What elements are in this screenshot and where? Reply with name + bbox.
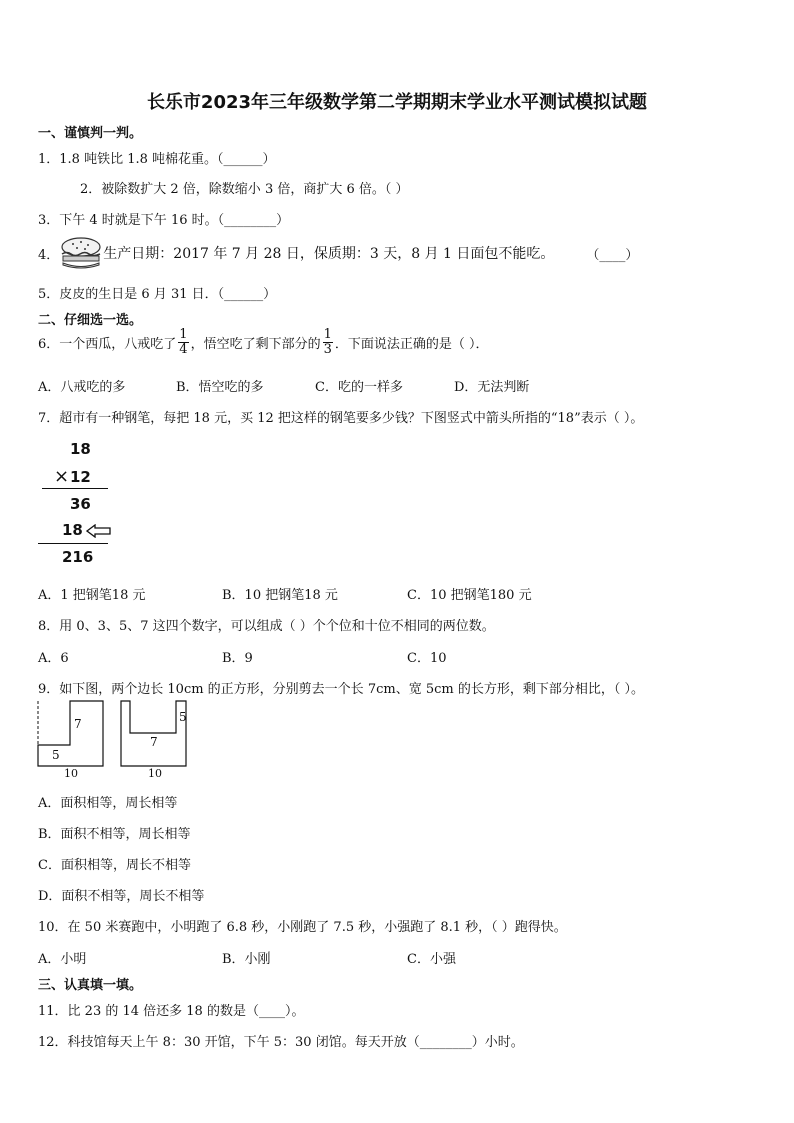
calc-multiplicand: 18 — [70, 440, 91, 458]
question-6 — [38, 328, 489, 357]
question-2: 2．被除数扩大 2 倍，除数缩小 3 倍，商扩大 6 倍。（ ） — [80, 182, 409, 197]
fraction-one-quarter: $\frac{1}{4}$ — [179, 327, 188, 357]
question-1: 1．1.8 吨铁比 1.8 吨棉花重。（______） — [38, 152, 276, 167]
question-11: 11．比 23 的 14 倍还多 18 的数是（____）。 — [38, 1004, 305, 1019]
calc-multiplier: 12 — [70, 468, 91, 486]
times-sign: × — [54, 466, 70, 487]
question-5: 5．皮皮的生日是 6 月 31 日．（______） — [38, 287, 277, 302]
q6-option-b[interactable]: B．悟空吃的多 — [176, 380, 264, 395]
fig1-label-7: 7 — [74, 717, 82, 731]
q10-option-b[interactable]: B．小刚 — [222, 952, 271, 967]
calc-line-2 — [38, 543, 108, 544]
question-4 — [38, 236, 638, 270]
q8-option-b[interactable]: B．9 — [222, 651, 253, 666]
question-3: 3．下午 4 时就是下午 16 时。（________） — [38, 213, 290, 228]
section-2-heading: 二、仔细选一选。 — [38, 313, 143, 328]
question-8: 8．用 0、3、5、7 这四个数字，可以组成（ ）个个位和十位不相同的两位数。 — [38, 619, 495, 634]
q8-option-a[interactable]: A．6 — [38, 651, 69, 666]
section-3-heading: 三、认真填一填。 — [38, 978, 143, 993]
q6-option-a[interactable]: A．八戒吃的多 — [38, 380, 126, 395]
section-1-heading: 一、谨慎判一判。 — [38, 126, 143, 141]
fig2-label-5: 5 — [179, 710, 187, 724]
q9-option-a[interactable]: A．面积相等，周长相等 — [38, 796, 178, 811]
q10-option-a[interactable]: A．小明 — [38, 952, 87, 967]
q6-option-c[interactable]: C．吃的一样多 — [315, 380, 403, 395]
question-10: 10．在 50 米赛跑中，小明跑了 6.8 秒，小刚跑了 7.5 秒，小强跑了 8.1 秒，（ ）跑得快。 — [38, 920, 567, 935]
q9-option-d[interactable]: D．面积不相等，周长不相等 — [38, 889, 205, 904]
square-1-drawing — [37, 700, 105, 768]
q8-option-c[interactable]: C．10 — [407, 651, 447, 666]
fig2-label-10: 10 — [148, 767, 162, 780]
arrow-left-icon — [86, 524, 112, 538]
q7-option-a[interactable]: A．1 把钢笔18 元 — [38, 588, 146, 603]
question-4-blank: （____） — [586, 247, 639, 263]
calc-result: 216 — [62, 548, 94, 566]
fig1-label-5: 5 — [52, 748, 60, 762]
question-6-part3: ．下面说法正确的是（ ）． — [334, 337, 489, 352]
calc-partial-2: 18 — [62, 521, 83, 539]
fig1-label-10: 10 — [64, 767, 78, 780]
question-12: 12．科技馆每天上午 8：30 开馆，下午 5：30 闭馆。每天开放（________）小时。 — [38, 1035, 524, 1050]
q9-option-b[interactable]: B．面积不相等，周长相等 — [38, 827, 191, 842]
square-2-drawing — [120, 700, 188, 768]
q6-option-d[interactable]: D．无法判断 — [454, 380, 530, 395]
question-4-number: 4． — [38, 247, 60, 263]
calc-partial-1: 36 — [70, 495, 91, 513]
page-title: 长乐市2023年三年级数学第二学期期末学业水平测试模拟试题 — [146, 92, 648, 113]
fig2-label-7: 7 — [150, 735, 158, 749]
q10-option-c[interactable]: C．小强 — [407, 952, 456, 967]
question-9: 9．如下图，两个边长 10cm 的正方形，分别剪去一个长 7cm、宽 5cm 的长方形，剩下部分相比，（ ）。 — [38, 682, 644, 697]
question-7: 7．超市有一种钢笔，每把 18 元，买 12 把这样的钢笔要多少钱？下图竖式中箭头所指的“18”表示（ ）。 — [38, 411, 644, 426]
fraction-one-third: $\frac{1}{3}$ — [323, 327, 332, 357]
question-4-text: 生产日期：2017 年 7 月 28 日，保质期：3 天，8 月 1 日面包不能吃。 — [103, 246, 555, 262]
bread-icon — [59, 236, 103, 270]
q7-option-c[interactable]: C．10 把钢笔180 元 — [407, 588, 532, 603]
q9-option-c[interactable]: C．面积相等，周长不相等 — [38, 858, 191, 873]
calc-line-1 — [42, 488, 108, 489]
q7-option-b[interactable]: B．10 把钢笔18 元 — [222, 588, 338, 603]
question-6-part1: 6．一个西瓜，八戒吃了 — [38, 337, 177, 352]
question-6-part2: ，悟空吃了剩下部分的 — [190, 337, 321, 352]
